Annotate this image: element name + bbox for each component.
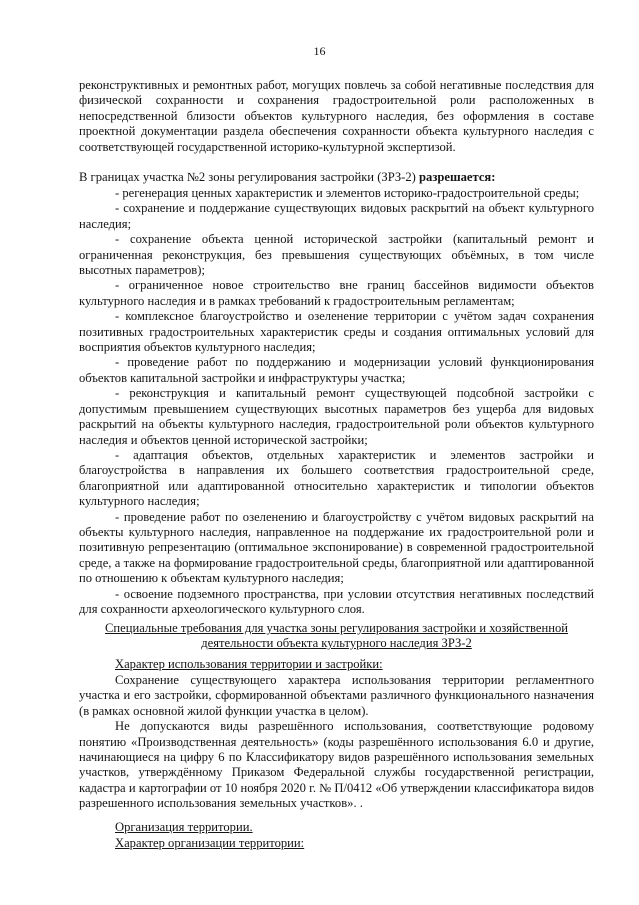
usage-paragraph-2: Не допускаются виды разрешённого использования, соответствующие родовому понятию «Производственная деятельность» (коды разрешённого использования 6.0 и другие, начинающиеся на цифру 6 по Классификатору видов разрешённого использования земельных участков, утверждённому Приказом Федеральной службы государственной регистрации, кадастра и картографии от 10 ноября 2020 г. № П/0412 «Об утверждении классификатора видов разрешенного использования земельных участков». .: [79, 719, 594, 811]
zone-heading: [79, 170, 594, 185]
usage-paragraph-1: Сохранение существующего характера использования территории регламентного участка и его застройки, сформированной объектами различного функционального назначения (в рамках основной жилой функции участка в целом).: [79, 673, 594, 718]
page-number: 16: [313, 44, 326, 58]
organization-heading: Организация территории.: [115, 820, 253, 834]
list-item: - сохранение и поддержание существующих видовых раскрытий на объект культурного наследия;: [79, 201, 594, 231]
list-item: - ограниченное новое строительство вне границ бассейнов видимости объектов культурного наследия и в рамках требований к градостроительным регламентам;: [79, 278, 594, 308]
usage-section: [79, 673, 594, 812]
special-requirements-heading: Специальные требования для участка зоны регулирования застройки и хозяйственной деятельности объекта культурного наследия ЗРЗ-2: [104, 621, 568, 651]
organization-character-heading: Характер организации территории:: [115, 836, 305, 850]
list-item: - реконструкция и капитальный ремонт существующей подсобной застройки с допустимым превышением существующих высотных параметров без ущерба для видовых раскрытий на объекты культурного наследия, градостроительной роли объектов культурного наследия и объектов ценной исторической застройки;: [79, 386, 594, 447]
usage-heading: Характер использования территории и застройки:: [115, 657, 383, 671]
list-item: - освоение подземного пространства, при условии отсутствия негативных последствий для сохранности археологического культурного слоя.: [79, 586, 594, 616]
intro-paragraph: реконструктивных и ремонтных работ, могущих повлечь за собой негативные последствия для физической сохранности и сохранения градостроительной роли расположенных в непосредственной близости объектов культурного наследия, без оформления в составе проектной документации раздела обеспечения сохранности объекта культурного наследия с соответствующей государственной историко-культурной экспертизой.: [79, 78, 594, 154]
list-item: - комплексное благоустройство и озеленение территории с учётом задач сохранения позитивных градостроительных характеристик среды и создания оптимальных условий для восприятия объектов культурного наследия;: [79, 309, 594, 355]
zone-heading-text: В границах участка №2 зоны регулирования застройки (ЗРЗ-2): [79, 170, 416, 184]
list-item: - сохранение объекта ценной исторической застройки (капитальный ремонт и ограниченная реконструкция, без превышения существующих объёмных, в том числе высотных параметров);: [79, 232, 594, 278]
zone-heading-bold: разрешается:: [419, 170, 496, 184]
list-item: - проведение работ по поддержанию и модернизации условий функционирования объектов капитальной застройки и инфраструктуры участка;: [79, 355, 594, 385]
list-item: - проведение работ по озеленению и благоустройству с учётом видовых раскрытий на объекты культурного наследия, направленное на поддержание их градостроительной роли и позитивную репрезентацию (оптимальное экспонирование) в современной градостроительной среде, а также на формирование градостроительной среды, благоприятной или адаптированной по отношению к объектам культурного наследия;: [79, 509, 594, 586]
list-item: - регенерация ценных характеристик и элементов историко-градостроительной среды;: [115, 186, 580, 200]
permitted-list: [79, 186, 594, 617]
list-item: - адаптация объектов, отдельных характеристик и элементов застройки и благоустройства в направления их большего соответствия градостроительной среде, благоприятной или адаптированной относительно характеристик и типологии объектов культурного наследия;: [79, 447, 594, 509]
